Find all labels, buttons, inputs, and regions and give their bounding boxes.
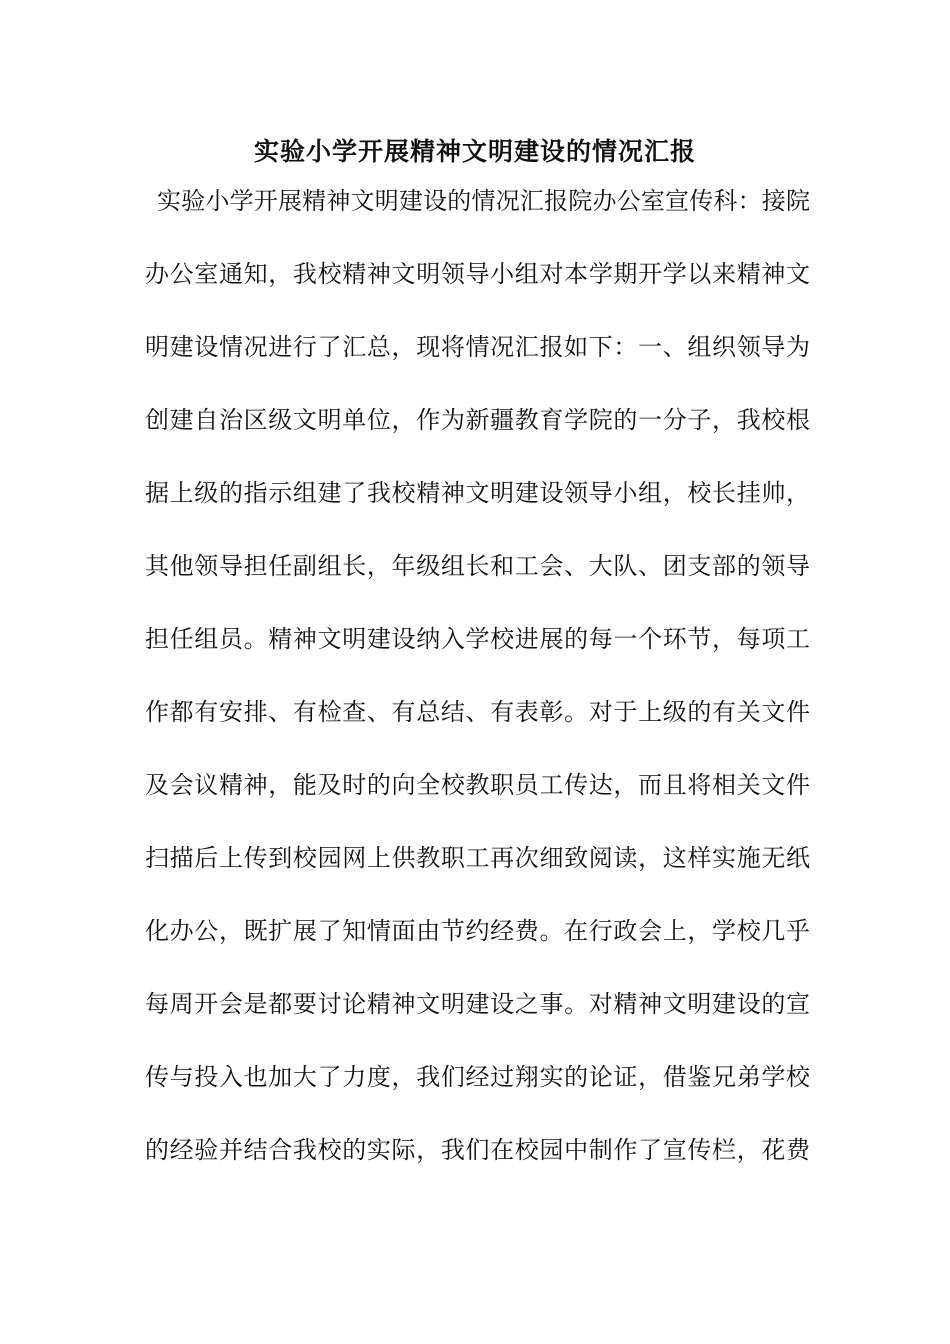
paragraph-line: 化办公，既扩展了知情面由节约经费。在行政会上，学校几乎 — [145, 917, 810, 945]
paragraph-line: 据上级的指示组建了我校精神文明建设领导小组，校长挂帅， — [145, 479, 810, 507]
paragraph-line: 扫描后上传到校园网上供教职工再次细致阅读，这样实施无纸 — [145, 844, 810, 872]
paragraph-line: 其他领导担任副组长，年级组长和工会、大队、团支部的领导 — [145, 552, 810, 580]
paragraph-line: 担任组员。精神文明建设纳入学校进展的每一个环节，每项工 — [145, 625, 810, 653]
paragraph-line: 创建自治区级文明单位，作为新疆教育学院的一分子，我校根 — [145, 406, 810, 434]
paragraph-line: 每周开会是都要讨论精神文明建设之事。对精神文明建设的宣 — [145, 990, 810, 1018]
paragraph-line: 作都有安排、有检查、有总结、有表彰。对于上级的有关文件 — [145, 698, 810, 726]
paragraph-line: 的经验并结合我校的实际，我们在校园中制作了宣传栏，花费 — [145, 1136, 810, 1164]
paragraph-line: 及会议精神，能及时的向全校教职员工传达，而且将相关文件 — [145, 771, 810, 799]
paragraph-line: 传与投入也加大了力度，我们经过翔实的论证，借鉴兄弟学校 — [145, 1063, 810, 1091]
document-title: 实验小学开展精神文明建设的情况汇报 — [253, 137, 696, 166]
paragraph-line: 办公室通知，我校精神文明领导小组对本学期开学以来精神文 — [145, 260, 810, 288]
paragraph-line: 实验小学开展精神文明建设的情况汇报院办公室宣传科：接院 — [157, 187, 810, 215]
paragraph-line: 明建设情况进行了汇总，现将情况汇报如下：一、组织领导为 — [145, 333, 810, 361]
